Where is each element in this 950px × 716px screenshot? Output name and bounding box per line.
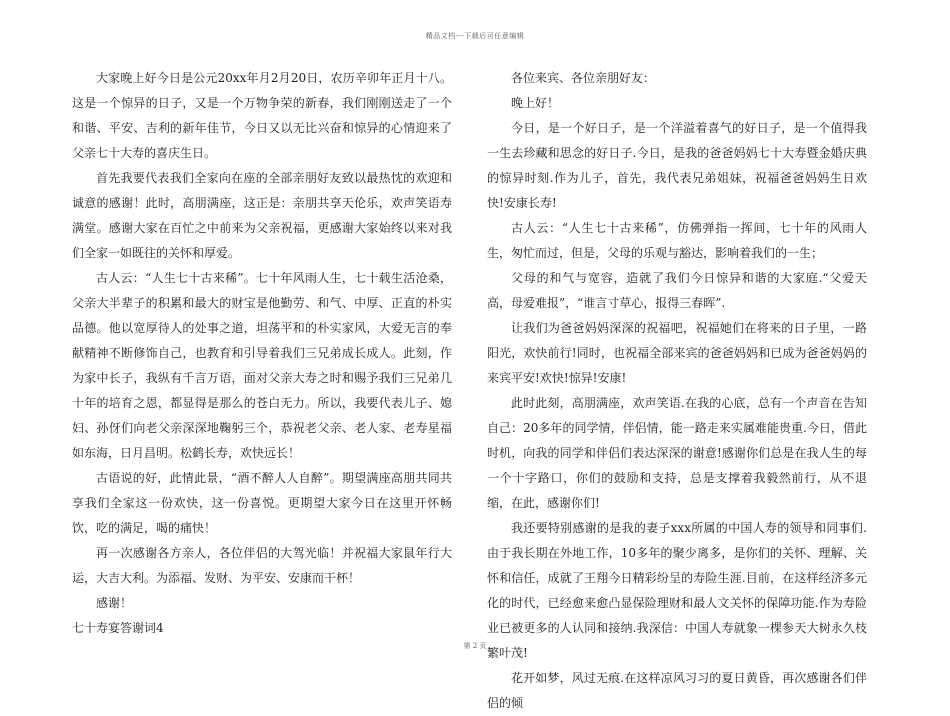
- paragraph: 首先我要代表我们全家向在座的全部亲朋好友致以最热忱的欢迎和诚意的感谢！此时，高朋满座，这正是：亲朋共享天伦乐，欢声笑语寿满堂。感谢大家在百忙之中前来为父亲祝福，更感谢大家始终以来对我们全家一如既往的关怀和厚爱。: [72, 171, 452, 260]
- paragraph: 古人云：“人生七十古来稀”。七十年风雨人生，七十载生活沧桑，父亲大半辈子的积累和最大的财宝是他勤劳、和气、中厚、正直的朴实品德。他以宽厚待人的处事之道，坦荡平和的朴实家风，大爱无言的奉献精神不断修饰自己，也教育和引导着我们三兄弟成长成人。此刻，作为家中长子，我纵有千言万语，面对父亲大寿之时和赐予我们三兄弟几十年的培育之恩，都显得是那么的苍白无力。所以，我要代表儿子、媳妇、孙伢们向老父亲深深地鞠躬三个，恭祝老父亲、老人家、老寿星福如东海，日月昌明。松鹤长寿，欢快远长！: [72, 271, 452, 460]
- paragraph: 此时此刻，高朋满座，欢声笑语.在我的心底，总有一个声音在告知自己：20多年的同学情，伴侣情，能一路走来实属难能贵重.今日，借此时机，向我的同学和伴侣们表达深深的谢意!感谢你们总是在我人生的每一个十字路口，你们的鼓励和支持，总是支撑着我毅然前行，从不退缩，在此，感谢你们!: [487, 396, 867, 510]
- paragraph: 大家晚上好今日是公元20xx年月2月20日，农历辛卯年正月十八。这是一个惊异的日子，又是一个万物争荣的新春，我们刚刚送走了一个和谐、平安、吉利的新年佳节，今日又以无比兴奋和惊异的心情迎来了父亲七十大寿的喜庆生日。: [72, 71, 452, 160]
- page-number: 第 2 页: [463, 642, 487, 650]
- left-column: [72, 66, 452, 641]
- paragraph: 花开如梦，风过无痕.在这样凉风习习的夏日黄昏，再次感谢各们伴侣的倾: [487, 671, 867, 710]
- paragraph: 晚上好！: [511, 96, 560, 110]
- paragraph: 父母的和气与宽容，造就了我们今日惊异和谐的大家庭.“父爱天高，母爱难报”，“谁言寸草心，报得三春晖”.: [487, 271, 867, 310]
- paragraph: 我还要特别感谢的是我的妻子xxx所属的中国人寿的领导和同事们.由于我长期在外地工作，10多年的聚少离多，是你们的关怀、理解、关怀和信任，成就了王翔今日精彩纷呈的寿险生涯.目前，在这样经济多元化的时代，已经愈来愈凸显保险理财和最人文关怀的保障功能.作为寿险业已被更多的人认同和接纳.我深信：中国人寿就象一棵参天大树永久枝繁叶茂!: [487, 521, 867, 660]
- paragraph: 让我们为爸爸妈妈深深的祝福吧，祝福她们在将来的日子里，一路阳光，欢快前行!同时，也祝福全部来宾的爸爸妈妈和已成为爸爸妈妈的来宾平安!欢快!惊异!安康!: [487, 321, 867, 385]
- paragraph: 古语说的好，此情此景，“酒不醉人人自醉”。期望满座高朋共同共享我们全家这一份欢快，这一份喜悦。更期望大家今日在这里开怀畅饮，吃的满足，喝的痛快！: [72, 471, 452, 535]
- paragraph: 古人云：“人生七十古来稀”，仿佛弹指一挥间，七十年的风雨人生，匆忙而过，但是，父母的乐观与豁达，影响着我们的一生；: [487, 221, 867, 260]
- page-header: 精品文档---下载后可任意编辑: [425, 32, 525, 40]
- paragraph: 再一次感谢各方亲人，各位伴侣的大驾光临！并祝福大家鼠年行大运，大吉大利。为添福、发财、为平安、安康而干杯！: [72, 546, 452, 585]
- paragraph: 感谢！: [96, 596, 133, 610]
- paragraph: 各位来宾、各位亲朋好友：: [511, 71, 656, 85]
- right-column: [487, 66, 867, 716]
- section-title: 七十寿宴答谢词4: [72, 621, 164, 635]
- paragraph: 今日，是一个好日子，是一个洋溢着喜气的好日子，是一个值得我一生去珍藏和思念的好日子.今日，是我的爸爸妈妈七十大寿暨金婚庆典的惊异时刻.作为儿子，首先，我代表兄弟姐妹，祝福爸爸妈妈生日欢快!安康长寿!: [487, 121, 867, 210]
